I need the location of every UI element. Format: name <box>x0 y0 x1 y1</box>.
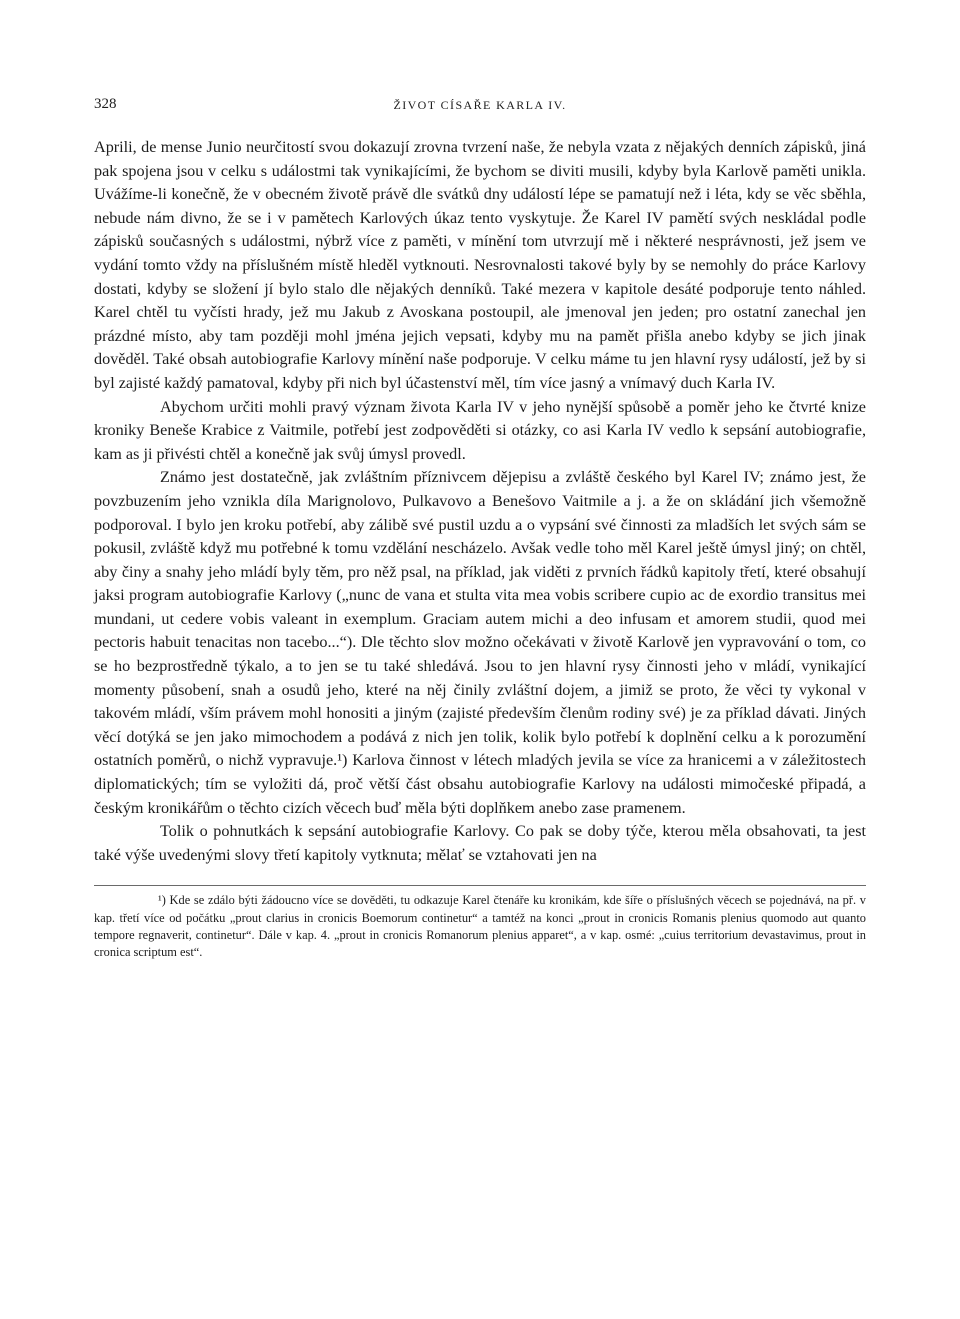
body-text <box>94 136 866 867</box>
running-head <box>94 92 866 116</box>
footnote: ¹) Kde se zdálo býti žádoucno více se dověděti, tu odkazuje Karel čtenáře ku kronikám, kde šíře o příslušných věcech se pojednává, na př. v kap. třetí více od počátku „prout clarius in cronicis Boemorum continetur“ a tamtéž na konci „prout in cronicis Romanis plenius quomodo aut quanto tempore regnaverit, continetur“. Dále v kap. 4. „prout in cronicis Romanorum plenius apparet“, a v kap. osmé: „cuius territorium devastavimus, prout in cronica scriptum est“. <box>94 893 866 960</box>
paragraph: Známo jest dostatečně, jak zvláštním příznivcem dějepisu a zvláště českého byl Karel IV; známo jest, že povzbuzením jeho vznikla díla Marignolovo, Pulkavovo a Benešovo Vaitmile a j. a že on skládání jich všemožně podporoval. I bylo jen kroku potřebí, aby zálibě své pustil uzdu a o vypsání své činnosti za mladších let svých sám se pokusil, zvláště když mu potřebné k tomu vzdělání nescházelo. Avšak vedle toho měl Karel ještě úmysl jiný; on chtěl, aby činy a snahy jeho mládí byly těm, pro něž psal, na příklad, jak viděti z prvních řádků kapitoly třetí, které obsahují jaksi program autobiografie Karlovy („nunc de vana et stulta vita mea vobis scribere cupio ac de exordio transitus mei mundani, ut cedere vobis valeant in exemplum. Graciam autem michi a deo infusam et amorem studii, quod mei pectoris habuit tenacitas non tacebo...“). Dle těchto slov možno očekávati v životě Karlově jen vypravování o tom, co se ho bezprostředně týkalo, a to jen se tu také shledává. Jsou to jen hlavní rysy činnosti jeho v mládí, vynikající momenty působení, snah a osudů jeho, které na něj činily zvláštní dojem, a jimiž se proto, že věci ty vykonal v takovém mládí, vším právem mohl honositi a jiným (zajisté především členům rodiny své) je za příklad dávati. Jiných věcí dotýká se jen jako mimochodem a podává z nich jen tolik, kolik bylo potřebí k doplnění celku a k porozumění ostatních poměrů, o nichž vypravuje.¹) Karlova činnost v létech mladých jevila se více za hranicemi a v záležitostech diplomatických; tím se vyložiti dá, proč větší část obsahu autobiografie Karlovy na události mimočeské připadá, a českým kronikářům o těchto cizích věcech buď měla býti doplňkem anebo zase pramenem. <box>94 468 866 817</box>
document-page <box>94 92 866 961</box>
paragraph: Abychom určiti mohli pravý význam života Karla IV v jeho nynější spůsobě a poměr jeho ke čtvrté knize kroniky Beneše Krabice z Vaitmile, potřebí jest zodpověděti si otázky, co asi Karla IV vedlo k sepsání autobiografie, kam as ji přivésti chtěl a konečně jak svůj úmysl provedl. <box>94 397 866 463</box>
running-title: ŽIVOT CÍSAŘE KARLA IV. <box>393 98 567 112</box>
footnote-separator <box>94 885 866 886</box>
paragraph: Tolik o pohnutkách k sepsání autobiografie Karlovy. Co pak se doby týče, kterou měla obsahovati, ta jest také výše uvedenými slovy třetí kapitoly vytknuta; mělať se vztahovati jen na <box>94 822 866 864</box>
paragraph-continuation: Aprili, de mense Junio neurčitostí svou dokazují zrovna tvrzení naše, že nebyla vzata z nějakých denních zápisků, jiná pak spojena jsou v celku s událostmi tak vynikajícími, že bychom se diviti musili, kdyby byla Karlově paměti unikla. Uvážíme-li konečně, že v obecném životě právě dle svátků dny událostí lépe se pamatují než i léta, kdy se věc sběhla, nebude nám divno, že se i v pamětech Karlových úkaz tento vyskytuje. Že Karel IV pamětí svých neskládal podle zápisků současných s událostmi, nýbrž více z paměti, v mínění tom utvrzují mě i některé nesprávnosti, jež jsem ve vydání tomto vždy na příslušném místě hleděl vytknouti. Nesrovnalosti takové byly by se nemohly do práce Karlovy dostati, kdyby se složení jí bylo stalo dle nějakých denníků. Také mezera v kapitole desáté podporuje tento náhled. Karel chtěl tu vyčísti hrady, jež mu Jakub z Avoskana postoupil, ale jmenoval jen jeden; pro ostatní zanechal jen prázdné místo, aby tam později mohl jména jejich vepsati, kdyby mu na pamět přišla anebo kdyby se jich jinak dověděl. Také obsah autobiografie Karlovy mínění naše podporuje. V celku máme tu jen hlavní rysy událostí, jež by si byl zajisté každý pamatoval, kdyby při nich byl účastenství měl, tím více jasný a vnímavý duch Karla IV. <box>94 138 866 392</box>
page-number: 328 <box>94 96 117 112</box>
